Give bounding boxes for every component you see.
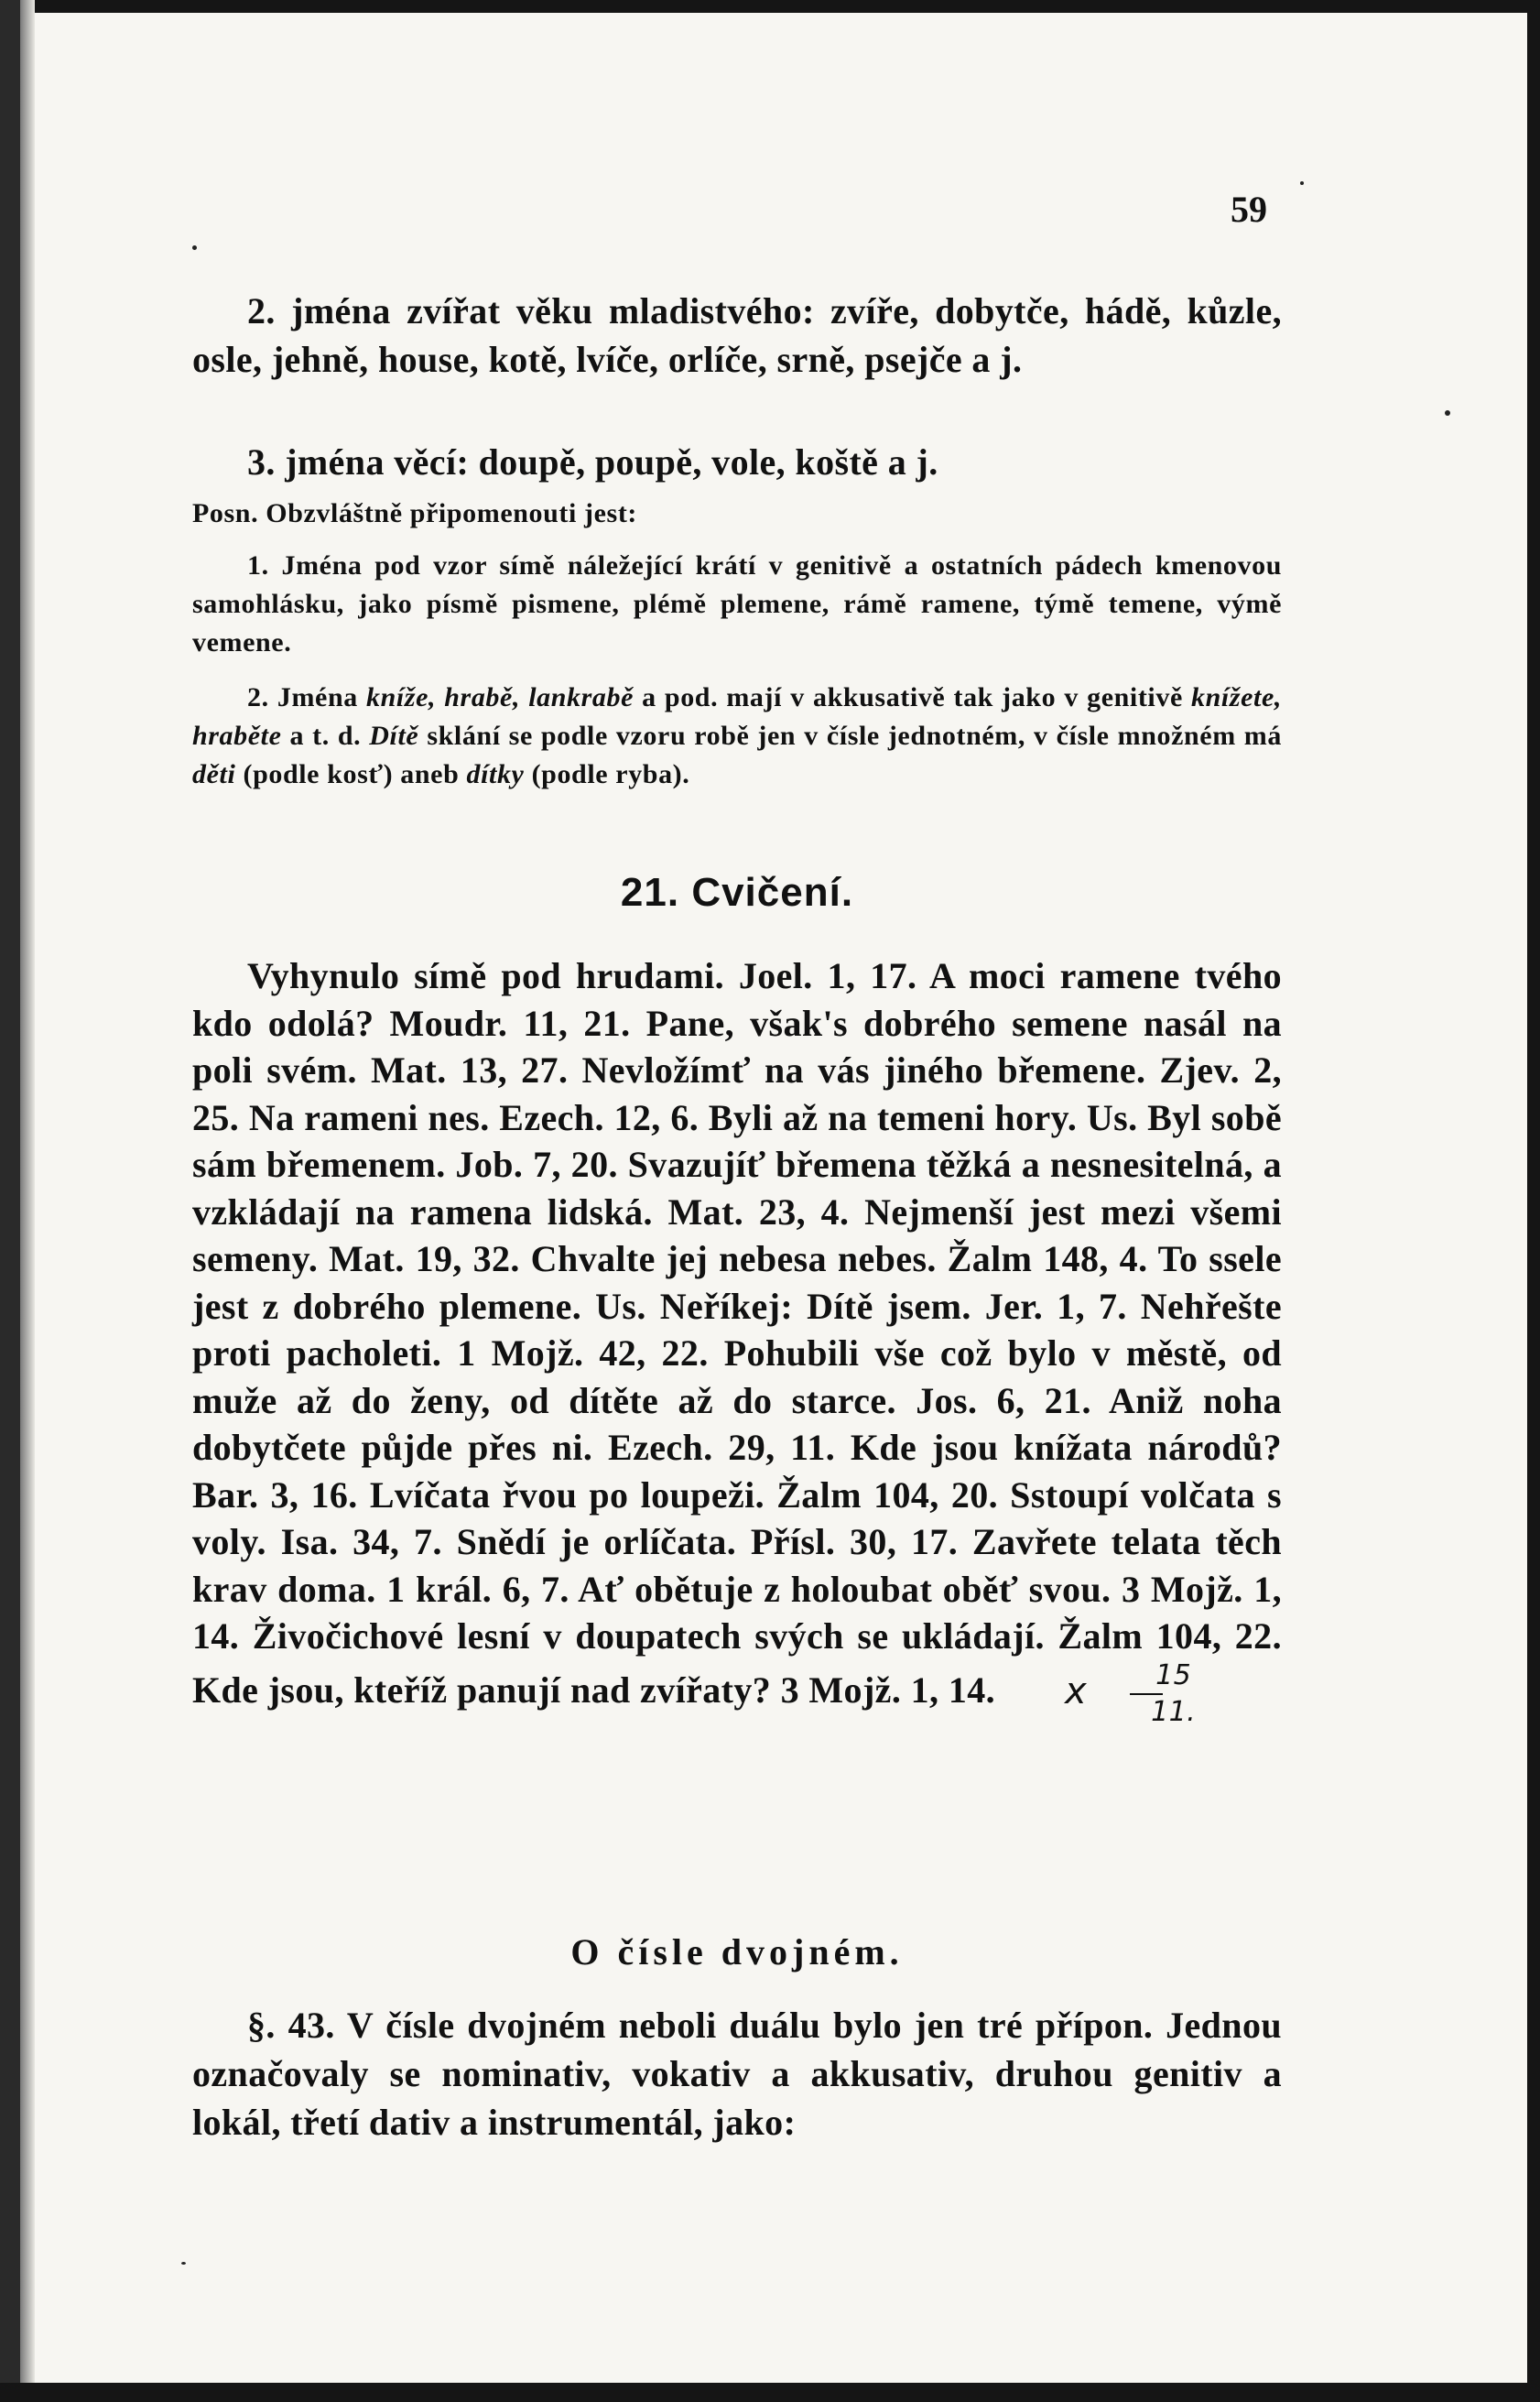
note-paragraph-1: 1. Jména pod vzor símě náležející krátí v genitivě a ostatních pádech kmenovou samohlásku, jako písmě pismene, plémě plemene, rámě ramene, týmě temene, výmě vemene. [192, 550, 1282, 658]
note2-text: a pod. mají v akkusativě tak jako v genitivě [634, 682, 1192, 712]
paragraph-43: §. 43. V čísle dvojném neboli duálu bylo jen tré přípon. Jednou označovaly se nominativ, vokativ a akkusativ, druhou genitiv a lokál, třetí dativ a instrumentál, jako: [192, 2005, 1282, 2143]
note-paragraph-2 [192, 679, 1282, 794]
list-item-animal-names: 2. jména zvířat věku mladistvého: zvíře, dobytče, hádě, kůzle, osle, jehně, house, kotě, lvíče, orlíče, srně, psejče a j. [192, 290, 1282, 380]
dust-speck [1300, 181, 1304, 185]
note2-emphasis: knížete, hraběte [192, 682, 1282, 751]
scan-border-top [0, 0, 1540, 13]
exercise-text: Vyhynulo símě pod hrudami. Joel. 1, 17. A moci ramene tvého kdo odolá? Moudr. 11, 21. Pane, však's dobrého semene nasál na poli svém. Mat. 13, 27. Nevložímť na vás jiného břemene. Zjev. 2, 25. Na rameni nes. Ezech. 12, 6. Byli až na temeni hory. Us. Byl sobě sám břemenem. Job. 7, 20. Svazujíť břemena těžká a nesnesitelná, a vzkládají na ramena lidská. Mat. 23, 4. Nejmenší jest mezi všemi semeny. Mat. 19, 32. Chvalte jej nebesa nebes. Žalm 148, 4. To ssele jest z dobrého plemene. Us. Neříkej: Dítě jsem. Jer. 1, 7. Nehřešte proti pacholeti. 1 Mojž. 42, 22. Pohubili vše což bylo v městě, od muže až do ženy, od dítěte až do starce. Jos. 6, 21. Aniž noha dobytčete půjde přes ni. Ezech. 29, 11. Kde jsou knížata národů? Bar. 3, 16. Lvíčata řvou po loupeži. Žalm 104, 20. Sstoupí volčata s voly. Isa. 34, 7. Snědí je orlíčata. Přísl. 30, 17. Zavřete telata těch krav doma. 1 král. 6, 7. Ať obětuje z holoubat oběť svou. 3 Mojž. 1, 14. Živočichové lesní v doupatech svých se ukládají. Žalm 104, 22. Kde jsou, kteříž panují nad zvířaty? 3 Mojž. 1, 14. [192, 955, 1282, 1711]
exercise-block [192, 952, 1282, 1728]
note2-text: a t. d. [281, 721, 370, 751]
exercise-paragraph [192, 952, 1282, 1728]
note2-text: sklání se podle vzoru robě jen v čísle jednotném, v čísle množném má [418, 721, 1282, 751]
note2-text: (podle kosť) aneb [235, 759, 467, 789]
dual-number-heading: O čísle dvojném. [570, 1931, 904, 1973]
page-number: 59 [1231, 189, 1267, 230]
list-item-thing-names: 3. jména věcí: doupě, poupě, vole, koště a j. [247, 441, 938, 483]
scan-border-bottom [0, 2383, 1540, 2402]
note2-emphasis: Dítě [369, 721, 419, 751]
note2-text: (podle ryba). [524, 759, 690, 789]
handwritten-annotation [1010, 1660, 1196, 1728]
handwritten-denominator: 11. [1151, 1695, 1197, 1728]
handwritten-numerator: 15 [1155, 1658, 1192, 1691]
note2-emphasis: děti [192, 759, 236, 789]
dust-speck [181, 2262, 186, 2265]
exercise-heading: 21. Cvičení. [620, 870, 854, 915]
note-label: Posn. Obzvláštně připomenouti jest: [192, 498, 637, 528]
handwritten-mark: x [1065, 1669, 1088, 1712]
note2-emphasis: kníže, hrabě, lankrabě [366, 682, 634, 712]
handwritten-fraction [1096, 1660, 1196, 1728]
dust-speck [192, 245, 197, 250]
dust-speck [1445, 410, 1450, 416]
scan-border-right [1527, 0, 1540, 2402]
note2-emphasis: dítky [466, 759, 525, 789]
scan-border-left [0, 0, 20, 2402]
fraction-bar [1130, 1693, 1163, 1695]
note2-text: 2. Jména [247, 682, 366, 712]
book-gutter [20, 0, 35, 2402]
